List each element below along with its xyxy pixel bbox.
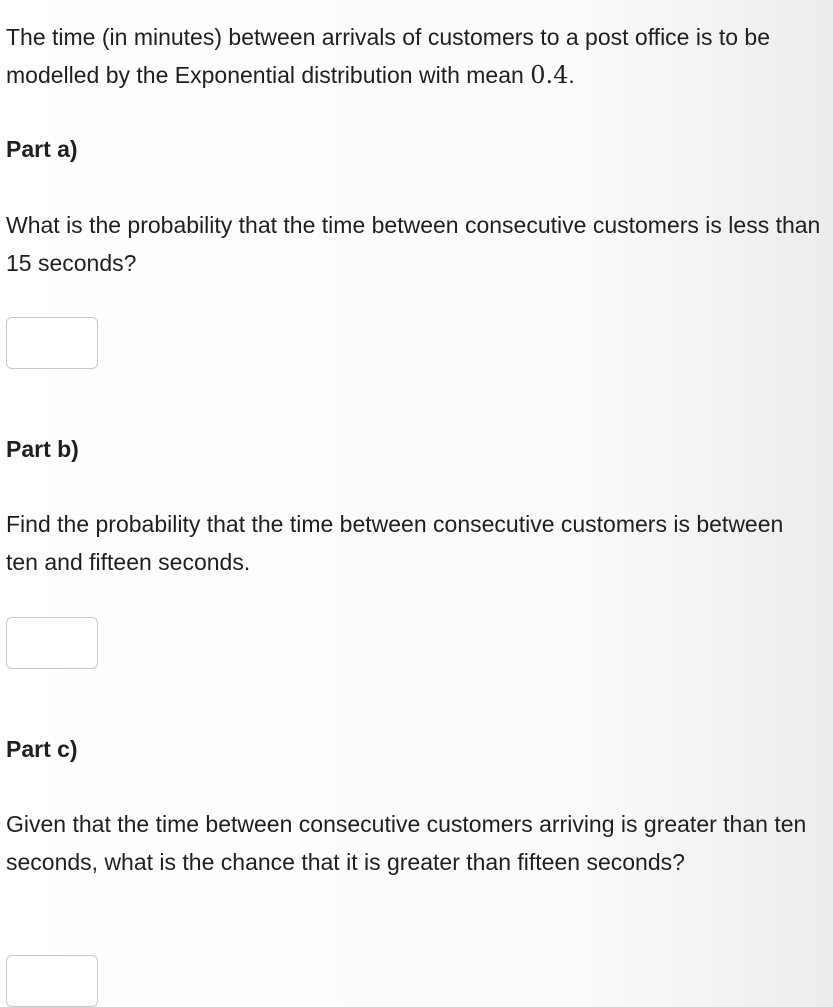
part-c-heading: Part c) xyxy=(6,736,78,762)
part-b-question: Find the probability that the time between consecutive customers is between ten and fifteen seconds. xyxy=(6,511,784,575)
part-b-answer-input[interactable] xyxy=(6,617,98,669)
part-a-question: What is the probability that the time between consecutive customers is less than 15 seconds? xyxy=(6,212,821,276)
part-a-answer-input[interactable] xyxy=(6,317,98,369)
part-c-question: Given that the time between consecutive customers arriving is greater than ten seconds, what is the chance that it is greater than fifteen seconds? xyxy=(6,811,807,875)
part-c-answer-input[interactable] xyxy=(6,955,98,1007)
intro-text: The time (in minutes) between arrivals of customers to a post office is to be modelled by the Exponential distribution with mean xyxy=(6,24,771,88)
part-b-heading: Part b) xyxy=(6,436,79,462)
intro-suffix: . xyxy=(568,62,575,88)
part-a-heading: Part a) xyxy=(6,136,78,162)
mean-value: 0.4 xyxy=(530,61,569,89)
problem-intro xyxy=(6,18,826,94)
problem-page xyxy=(6,18,826,875)
